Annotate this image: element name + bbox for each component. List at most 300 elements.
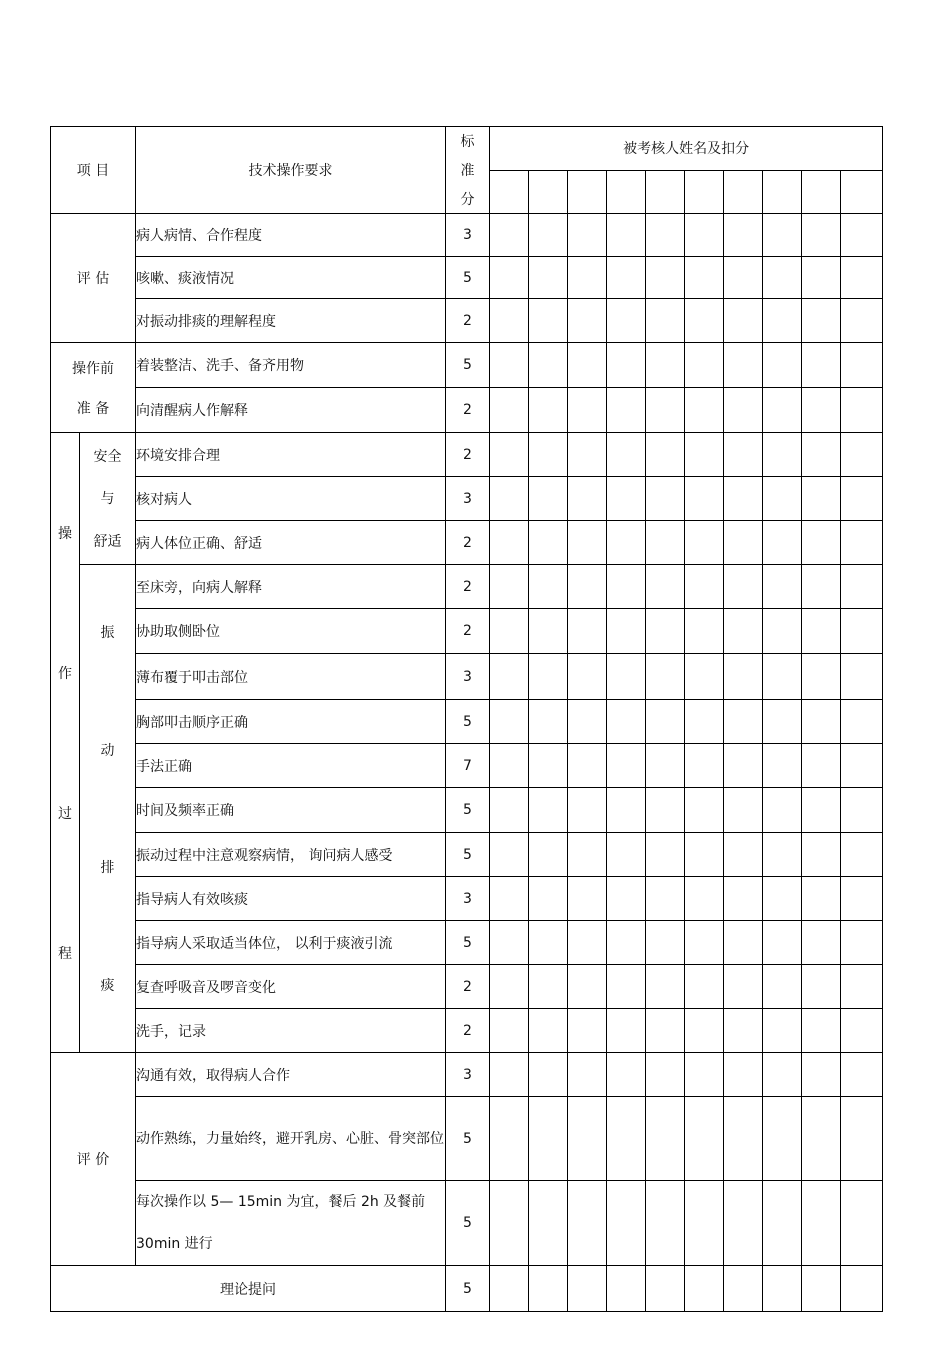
deduction-cell[interactable] xyxy=(685,833,724,877)
deduction-cell[interactable] xyxy=(568,1009,607,1053)
section-label-char: 振 xyxy=(100,625,115,642)
deduction-cell[interactable] xyxy=(607,1266,646,1312)
deduction-cell[interactable] xyxy=(607,521,646,565)
table-row xyxy=(51,214,883,257)
deduction-cell[interactable] xyxy=(724,609,763,654)
deduction-cell[interactable] xyxy=(646,1053,685,1097)
deduction-cell[interactable] xyxy=(685,921,724,965)
requirement-text: 至床旁，向病人解释 xyxy=(136,565,446,609)
section-evaluation-label: 评 价 xyxy=(51,1053,136,1266)
deduction-cell[interactable] xyxy=(568,965,607,1009)
deduction-cell[interactable] xyxy=(607,1097,646,1181)
standard-score: 2 xyxy=(446,609,490,654)
deduction-cell[interactable] xyxy=(685,1053,724,1097)
deduction-cell[interactable] xyxy=(568,214,607,257)
deduction-cell[interactable] xyxy=(490,257,529,299)
deduction-cell[interactable] xyxy=(724,433,763,477)
deduction-cell[interactable] xyxy=(724,1097,763,1181)
deduction-cell[interactable] xyxy=(763,343,802,388)
standard-score: 2 xyxy=(446,388,490,433)
deduction-cell[interactable] xyxy=(841,654,883,700)
deduction-cell[interactable] xyxy=(841,1181,883,1266)
deduction-cell[interactable] xyxy=(685,744,724,788)
deduction-cell[interactable] xyxy=(685,433,724,477)
deduction-cell[interactable] xyxy=(646,788,685,833)
deduction-cell[interactable] xyxy=(490,521,529,565)
deduction-cell[interactable] xyxy=(763,257,802,299)
deduction-cell[interactable] xyxy=(529,921,568,965)
deduction-cell[interactable] xyxy=(841,1097,883,1181)
deduction-cell[interactable] xyxy=(802,521,841,565)
deduction-cell[interactable] xyxy=(685,965,724,1009)
deduction-cell[interactable] xyxy=(763,521,802,565)
deduction-cell[interactable] xyxy=(802,299,841,343)
deduction-cell[interactable] xyxy=(646,257,685,299)
standard-score: 2 xyxy=(446,299,490,343)
requirement-text: 沟通有效，取得病人合作 xyxy=(136,1053,446,1097)
deduction-cell[interactable] xyxy=(685,343,724,388)
deduction-cell[interactable] xyxy=(607,921,646,965)
deduction-cell[interactable] xyxy=(763,877,802,921)
deduction-cell[interactable] xyxy=(529,388,568,433)
deduction-cell[interactable] xyxy=(763,433,802,477)
deduction-cell[interactable] xyxy=(802,1009,841,1053)
deduction-cell[interactable] xyxy=(724,1053,763,1097)
deduction-cell[interactable] xyxy=(802,257,841,299)
header-examinee: 被考核人姓名及扣分 xyxy=(490,127,883,171)
examinee-cell[interactable] xyxy=(490,170,529,214)
deduction-cell[interactable] xyxy=(685,299,724,343)
deduction-cell[interactable] xyxy=(490,965,529,1009)
deduction-cell[interactable] xyxy=(646,965,685,1009)
deduction-cell[interactable] xyxy=(529,1181,568,1266)
section-label-char: 排 xyxy=(100,860,115,877)
deduction-cell[interactable] xyxy=(646,1181,685,1266)
deduction-cell[interactable] xyxy=(841,700,883,744)
deduction-cell[interactable] xyxy=(841,1266,883,1312)
deduction-cell[interactable] xyxy=(685,1009,724,1053)
deduction-cell[interactable] xyxy=(568,877,607,921)
table-row xyxy=(51,521,883,565)
deduction-cell[interactable] xyxy=(763,744,802,788)
standard-score: 3 xyxy=(446,1053,490,1097)
deduction-cell[interactable] xyxy=(646,744,685,788)
requirement-text: 着装整洁、洗手、备齐用物 xyxy=(136,343,446,388)
deduction-cell[interactable] xyxy=(607,257,646,299)
deduction-cell[interactable] xyxy=(763,1097,802,1181)
deduction-cell[interactable] xyxy=(685,1097,724,1181)
deduction-cell[interactable] xyxy=(490,609,529,654)
deduction-cell[interactable] xyxy=(763,700,802,744)
standard-score: 2 xyxy=(446,521,490,565)
deduction-cell[interactable] xyxy=(607,565,646,609)
deduction-cell[interactable] xyxy=(724,388,763,433)
standard-score: 2 xyxy=(446,965,490,1009)
deduction-cell[interactable] xyxy=(724,477,763,521)
requirement-text: 病人体位正确、舒适 xyxy=(136,521,446,565)
deduction-cell[interactable] xyxy=(646,1097,685,1181)
section-label-char: 操 xyxy=(58,525,72,542)
deduction-cell[interactable] xyxy=(841,877,883,921)
deduction-cell[interactable] xyxy=(802,477,841,521)
deduction-cell[interactable] xyxy=(841,965,883,1009)
requirement-text: 复查呼吸音及啰音变化 xyxy=(136,965,446,1009)
deduction-cell[interactable] xyxy=(529,788,568,833)
deduction-cell[interactable] xyxy=(724,965,763,1009)
deduction-cell[interactable] xyxy=(607,1009,646,1053)
examinee-cell[interactable] xyxy=(607,170,646,214)
deduction-cell[interactable] xyxy=(607,477,646,521)
requirement-text: 咳嗽、痰液情况 xyxy=(136,257,446,299)
standard-score: 5 xyxy=(446,921,490,965)
deduction-cell[interactable] xyxy=(685,257,724,299)
deduction-cell[interactable] xyxy=(646,1266,685,1312)
standard-score: 5 xyxy=(446,1097,490,1181)
deduction-cell[interactable] xyxy=(685,609,724,654)
table-row xyxy=(51,388,883,433)
deduction-cell[interactable] xyxy=(568,433,607,477)
deduction-cell[interactable] xyxy=(841,257,883,299)
deduction-cell[interactable] xyxy=(646,700,685,744)
deduction-cell[interactable] xyxy=(607,214,646,257)
deduction-cell[interactable] xyxy=(529,965,568,1009)
deduction-cell[interactable] xyxy=(724,257,763,299)
examinee-cell[interactable] xyxy=(529,170,568,214)
deduction-cell[interactable] xyxy=(490,788,529,833)
deduction-cell[interactable] xyxy=(802,788,841,833)
deduction-cell[interactable] xyxy=(529,1266,568,1312)
deduction-cell[interactable] xyxy=(841,565,883,609)
deduction-cell[interactable] xyxy=(529,654,568,700)
deduction-cell[interactable] xyxy=(529,257,568,299)
deduction-cell[interactable] xyxy=(841,1053,883,1097)
deduction-cell[interactable] xyxy=(802,433,841,477)
deduction-cell[interactable] xyxy=(607,1181,646,1266)
deduction-cell[interactable] xyxy=(685,388,724,433)
deduction-cell[interactable] xyxy=(607,1053,646,1097)
section-label-char: 安全 xyxy=(93,448,122,465)
section-label-char: 作 xyxy=(58,665,72,682)
deduction-cell[interactable] xyxy=(490,1266,529,1312)
deduction-cell[interactable] xyxy=(841,921,883,965)
deduction-cell[interactable] xyxy=(568,565,607,609)
deduction-cell[interactable] xyxy=(763,1053,802,1097)
deduction-cell[interactable] xyxy=(763,921,802,965)
deduction-cell[interactable] xyxy=(529,833,568,877)
requirement-text: 洗手，记录 xyxy=(136,1009,446,1053)
deduction-cell[interactable] xyxy=(724,1009,763,1053)
deduction-cell[interactable] xyxy=(490,299,529,343)
deduction-cell[interactable] xyxy=(646,877,685,921)
deduction-cell[interactable] xyxy=(646,299,685,343)
deduction-cell[interactable] xyxy=(802,833,841,877)
deduction-cell[interactable] xyxy=(607,833,646,877)
section-label-char: 痰 xyxy=(100,977,115,994)
deduction-cell[interactable] xyxy=(607,388,646,433)
deduction-cell[interactable] xyxy=(646,833,685,877)
deduction-cell[interactable] xyxy=(685,1181,724,1266)
deduction-cell[interactable] xyxy=(841,214,883,257)
deduction-cell[interactable] xyxy=(763,1181,802,1266)
deduction-cell[interactable] xyxy=(802,700,841,744)
deduction-cell[interactable] xyxy=(685,521,724,565)
deduction-cell[interactable] xyxy=(841,609,883,654)
deduction-cell[interactable] xyxy=(841,744,883,788)
deduction-cell[interactable] xyxy=(568,788,607,833)
standard-score: 3 xyxy=(446,654,490,700)
deduction-cell[interactable] xyxy=(802,214,841,257)
examinee-cell[interactable] xyxy=(685,170,724,214)
deduction-cell[interactable] xyxy=(841,433,883,477)
deduction-cell[interactable] xyxy=(646,214,685,257)
deduction-cell[interactable] xyxy=(529,433,568,477)
deduction-cell[interactable] xyxy=(607,965,646,1009)
deduction-cell[interactable] xyxy=(685,565,724,609)
deduction-cell[interactable] xyxy=(568,654,607,700)
deduction-cell[interactable] xyxy=(763,965,802,1009)
deduction-cell[interactable] xyxy=(841,299,883,343)
table-row xyxy=(51,921,883,965)
deduction-cell[interactable] xyxy=(763,1266,802,1312)
table-row xyxy=(51,1181,883,1266)
deduction-cell[interactable] xyxy=(529,477,568,521)
deduction-cell[interactable] xyxy=(724,1181,763,1266)
section-process-label xyxy=(51,433,80,1053)
deduction-cell[interactable] xyxy=(568,257,607,299)
subsection-vibration-label xyxy=(80,565,136,1053)
deduction-cell[interactable] xyxy=(568,521,607,565)
table-row xyxy=(51,965,883,1009)
deduction-cell[interactable] xyxy=(802,921,841,965)
deduction-cell[interactable] xyxy=(568,343,607,388)
deduction-cell[interactable] xyxy=(568,609,607,654)
deduction-cell[interactable] xyxy=(724,833,763,877)
deduction-cell[interactable] xyxy=(490,921,529,965)
deduction-cell[interactable] xyxy=(685,214,724,257)
deduction-cell[interactable] xyxy=(763,788,802,833)
deduction-cell[interactable] xyxy=(724,877,763,921)
deduction-cell[interactable] xyxy=(841,521,883,565)
deduction-cell[interactable] xyxy=(490,477,529,521)
standard-score: 5 xyxy=(446,1181,490,1266)
deduction-cell[interactable] xyxy=(802,1181,841,1266)
deduction-cell[interactable] xyxy=(490,565,529,609)
deduction-cell[interactable] xyxy=(568,1053,607,1097)
table-row xyxy=(51,477,883,521)
examinee-cell[interactable] xyxy=(724,170,763,214)
deduction-cell[interactable] xyxy=(685,788,724,833)
deduction-cell[interactable] xyxy=(568,700,607,744)
deduction-cell[interactable] xyxy=(802,1053,841,1097)
deduction-cell[interactable] xyxy=(685,1266,724,1312)
deduction-cell[interactable] xyxy=(646,521,685,565)
deduction-cell[interactable] xyxy=(802,1097,841,1181)
deduction-cell[interactable] xyxy=(607,877,646,921)
deduction-cell[interactable] xyxy=(802,1266,841,1312)
examinee-cell[interactable] xyxy=(646,170,685,214)
deduction-cell[interactable] xyxy=(646,388,685,433)
examinee-cell[interactable] xyxy=(841,170,883,214)
deduction-cell[interactable] xyxy=(802,388,841,433)
deduction-cell[interactable] xyxy=(802,654,841,700)
deduction-cell[interactable] xyxy=(568,744,607,788)
deduction-cell[interactable] xyxy=(490,744,529,788)
section-prep-label xyxy=(51,343,136,433)
standard-score: 2 xyxy=(446,565,490,609)
deduction-cell[interactable] xyxy=(529,214,568,257)
deduction-cell[interactable] xyxy=(490,1181,529,1266)
deduction-cell[interactable] xyxy=(529,299,568,343)
table-row xyxy=(51,1266,883,1312)
deduction-cell[interactable] xyxy=(841,833,883,877)
deduction-cell[interactable] xyxy=(724,1266,763,1312)
deduction-cell[interactable] xyxy=(607,343,646,388)
requirement-text: 对振动排痰的理解程度 xyxy=(136,299,446,343)
deduction-cell[interactable] xyxy=(724,299,763,343)
deduction-cell[interactable] xyxy=(529,700,568,744)
requirement-text: 病人病情、合作程度 xyxy=(136,214,446,257)
deduction-cell[interactable] xyxy=(685,700,724,744)
requirement-text: 协助取侧卧位 xyxy=(136,609,446,654)
examinee-cell[interactable] xyxy=(802,170,841,214)
deduction-cell[interactable] xyxy=(802,877,841,921)
table-row xyxy=(51,609,883,654)
table-row xyxy=(51,833,883,877)
deduction-cell[interactable] xyxy=(763,833,802,877)
deduction-cell[interactable] xyxy=(529,609,568,654)
requirement-text: 指导病人有效咳痰 xyxy=(136,877,446,921)
deduction-cell[interactable] xyxy=(724,521,763,565)
standard-score: 5 xyxy=(446,788,490,833)
deduction-cell[interactable] xyxy=(763,565,802,609)
deduction-cell[interactable] xyxy=(646,433,685,477)
table-row xyxy=(51,299,883,343)
table-row xyxy=(51,343,883,388)
deduction-cell[interactable] xyxy=(490,1009,529,1053)
deduction-cell[interactable] xyxy=(646,654,685,700)
deduction-cell[interactable] xyxy=(724,214,763,257)
deduction-cell[interactable] xyxy=(685,477,724,521)
deduction-cell[interactable] xyxy=(802,965,841,1009)
table-row xyxy=(51,700,883,744)
deduction-cell[interactable] xyxy=(529,1053,568,1097)
deduction-cell[interactable] xyxy=(763,388,802,433)
deduction-cell[interactable] xyxy=(802,609,841,654)
deduction-cell[interactable] xyxy=(607,744,646,788)
section-label-char: 程 xyxy=(58,945,72,962)
deduction-cell[interactable] xyxy=(529,1009,568,1053)
deduction-cell[interactable] xyxy=(841,788,883,833)
deduction-cell[interactable] xyxy=(607,654,646,700)
deduction-cell[interactable] xyxy=(724,654,763,700)
deduction-cell[interactable] xyxy=(607,433,646,477)
deduction-cell[interactable] xyxy=(529,565,568,609)
deduction-cell[interactable] xyxy=(568,1097,607,1181)
deduction-cell[interactable] xyxy=(763,299,802,343)
deduction-cell[interactable] xyxy=(607,788,646,833)
standard-score: 5 xyxy=(446,257,490,299)
deduction-cell[interactable] xyxy=(529,521,568,565)
deduction-cell[interactable] xyxy=(490,700,529,744)
deduction-cell[interactable] xyxy=(763,654,802,700)
deduction-cell[interactable] xyxy=(529,877,568,921)
deduction-cell[interactable] xyxy=(646,609,685,654)
requirement-text: 每次操作以 5— 15min 为宜，餐后 2h 及餐前 30min 进行 xyxy=(136,1181,446,1266)
deduction-cell[interactable] xyxy=(724,343,763,388)
examinee-cell[interactable] xyxy=(568,170,607,214)
deduction-cell[interactable] xyxy=(490,388,529,433)
deduction-cell[interactable] xyxy=(607,700,646,744)
deduction-cell[interactable] xyxy=(802,744,841,788)
deduction-cell[interactable] xyxy=(529,744,568,788)
deduction-cell[interactable] xyxy=(724,744,763,788)
header-standard-score xyxy=(446,127,490,214)
deduction-cell[interactable] xyxy=(490,1053,529,1097)
deduction-cell[interactable] xyxy=(841,1009,883,1053)
deduction-cell[interactable] xyxy=(646,921,685,965)
deduction-cell[interactable] xyxy=(841,477,883,521)
examinee-cell[interactable] xyxy=(763,170,802,214)
deduction-cell[interactable] xyxy=(490,433,529,477)
deduction-cell[interactable] xyxy=(646,565,685,609)
deduction-cell[interactable] xyxy=(724,565,763,609)
deduction-cell[interactable] xyxy=(568,477,607,521)
deduction-cell[interactable] xyxy=(724,700,763,744)
deduction-cell[interactable] xyxy=(841,343,883,388)
deduction-cell[interactable] xyxy=(490,1097,529,1181)
deduction-cell[interactable] xyxy=(607,299,646,343)
deduction-cell[interactable] xyxy=(490,833,529,877)
deduction-cell[interactable] xyxy=(646,343,685,388)
deduction-cell[interactable] xyxy=(685,877,724,921)
deduction-cell[interactable] xyxy=(568,299,607,343)
table-row xyxy=(51,877,883,921)
deduction-cell[interactable] xyxy=(529,343,568,388)
deduction-cell[interactable] xyxy=(568,1266,607,1312)
requirement-text: 指导病人采取适当体位， 以利于痰液引流 xyxy=(136,921,446,965)
deduction-cell[interactable] xyxy=(724,788,763,833)
table-row xyxy=(51,1097,883,1181)
deduction-cell[interactable] xyxy=(841,388,883,433)
requirement-text: 动作熟练，力量始终，避开乳房、心脏、骨突部位 xyxy=(136,1097,446,1181)
deduction-cell[interactable] xyxy=(568,1181,607,1266)
deduction-cell[interactable] xyxy=(529,1097,568,1181)
deduction-cell[interactable] xyxy=(802,565,841,609)
deduction-cell[interactable] xyxy=(490,214,529,257)
deduction-cell[interactable] xyxy=(490,877,529,921)
standard-score: 3 xyxy=(446,214,490,257)
deduction-cell[interactable] xyxy=(802,343,841,388)
deduction-cell[interactable] xyxy=(646,477,685,521)
deduction-cell[interactable] xyxy=(724,921,763,965)
deduction-cell[interactable] xyxy=(568,388,607,433)
deduction-cell[interactable] xyxy=(685,654,724,700)
deduction-cell[interactable] xyxy=(490,343,529,388)
deduction-cell[interactable] xyxy=(607,609,646,654)
theory-question-label: 理论提问 xyxy=(51,1266,446,1312)
requirement-text: 向清醒病人作解释 xyxy=(136,388,446,433)
requirement-text: 胸部叩击顺序正确 xyxy=(136,700,446,744)
deduction-cell[interactable] xyxy=(646,1009,685,1053)
deduction-cell[interactable] xyxy=(490,654,529,700)
deduction-cell[interactable] xyxy=(568,921,607,965)
deduction-cell[interactable] xyxy=(763,1009,802,1053)
deduction-cell[interactable] xyxy=(568,833,607,877)
deduction-cell[interactable] xyxy=(763,214,802,257)
deduction-cell[interactable] xyxy=(763,609,802,654)
table-row xyxy=(51,1053,883,1097)
deduction-cell[interactable] xyxy=(763,477,802,521)
